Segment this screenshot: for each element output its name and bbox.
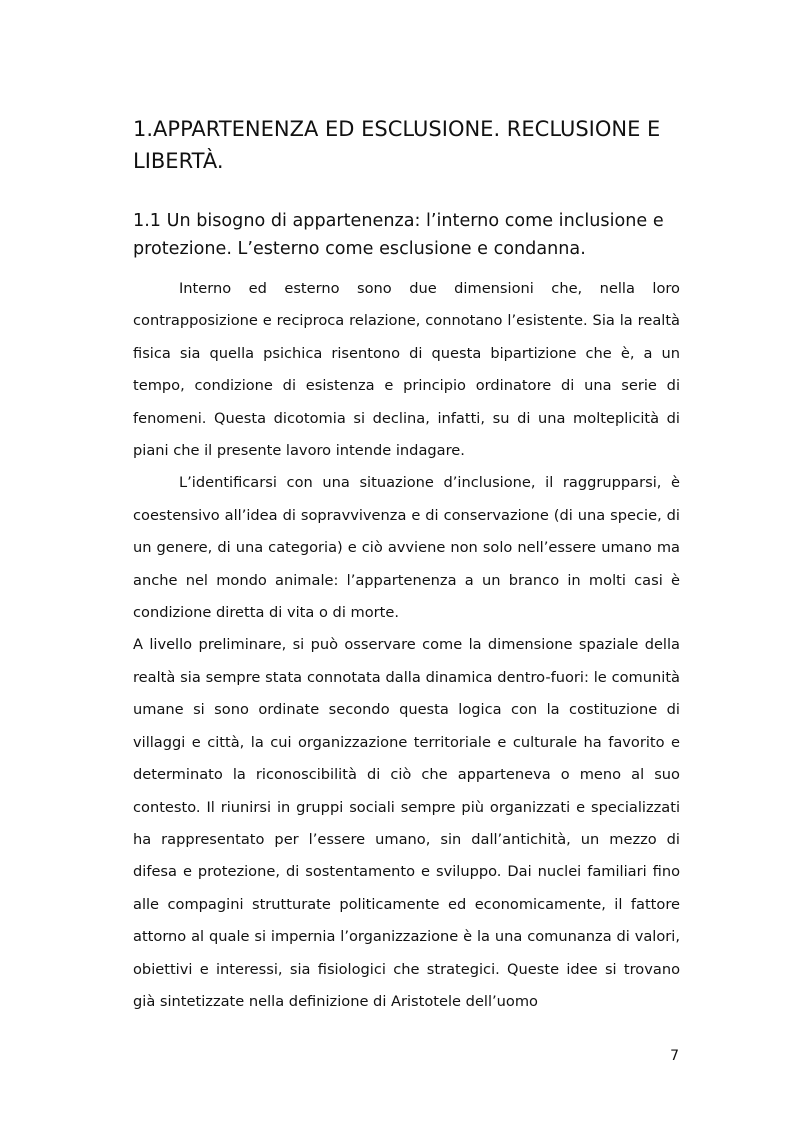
body-text (133, 273, 680, 1018)
page-number: 7 (670, 1048, 679, 1064)
paragraph-1: Interno ed esterno sono due dimensioni che, nella loro contrapposizione e reciproca relazione, connotano l’esistente. Sia la realtà fisica sia quella psichica risentono di questa bipartizione che è, a un tempo, condizione di esistenza e principio ordinatore di una serie di fenomeni. Questa dicotomia si declina, infatti, su di una molteplicità di piani che il presente lavoro intende indagare. (133, 280, 680, 460)
paragraph-2: L’identificarsi con una situazione d’inclusione, il raggrupparsi, è coestensivo all’idea di sopravvivenza e di conservazione (di una specie, di un genere, di una categoria) e ciò avviene non solo nell’essere umano ma anche nel mondo animale: l’appartenenza a un branco in molti casi è condizione diretta di vita o di morte. (133, 474, 680, 622)
section-title: 1.1 Un bisogno di appartenenza: l’interno come inclusione e protezione. L’esterno come esclusione e condanna. (133, 211, 664, 259)
chapter-title: 1.APPARTENENZA ED ESCLUSIONE. RECLUSIONE E LIBERTÀ. (133, 117, 661, 173)
paragraph-3: A livello preliminare, si può osservare come la dimensione spaziale della realtà sia sempre stata connotata dalla dinamica dentro-fuori: le comunità umane si sono ordinate secondo questa logica con la costituzione di villaggi e città, la cui organizzazione territoriale e culturale ha favorito e determinato la riconoscibilità di ciò che apparteneva o meno al suo contesto. Il riunirsi in gruppi sociali sempre più organizzati e specializzati ha rappresentato per l’essere umano, sin dall’antichità, un mezzo di difesa e protezione, di sostentamento e sviluppo. Dai nuclei familiari fino alle compagini strutturate politicamente ed economicamente, il fattore attorno al quale si impernia l’organizzazione è la una comunanza di valori, obiettivi e interessi, sia fisiologici che strategici. Queste idee si trovano già sintetizzate nella definizione di Aristotele dell’uomo (133, 636, 680, 1010)
